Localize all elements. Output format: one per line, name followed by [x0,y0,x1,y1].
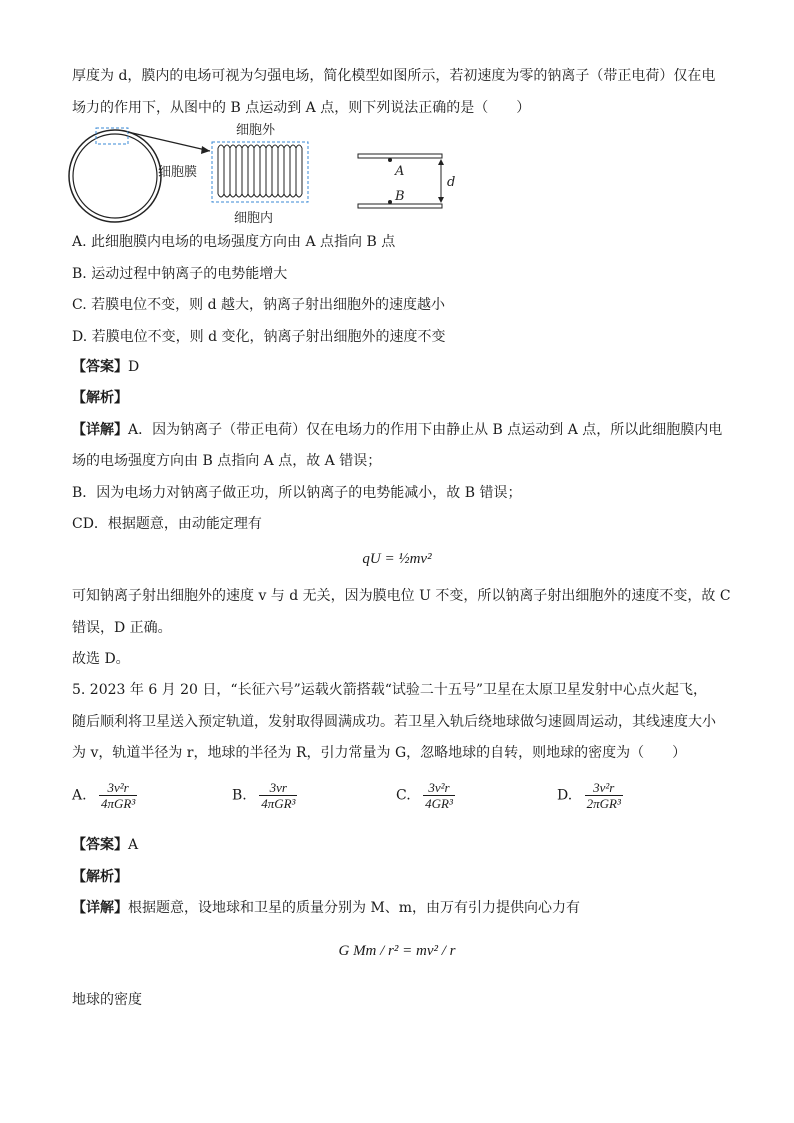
point-b-label: B [395,189,405,204]
zoom-arrow-head [201,146,210,154]
q5-stem-line2: 随后顺利将卫星送入预定轨道，发射取得圆满成功。若卫星入轨后绕地球做匀速圆周运动，其线速度大小 [72,714,716,730]
q5-answer-value: A [128,837,139,853]
cell-membrane-figure [60,118,460,228]
q5-option-c [396,780,455,811]
q4-detail-a1-text: A．因为钠离子（带正电荷）仅在电场力的作用下由静止从 B 点运动到 A 点，所以此细胞膜内电 [128,422,723,438]
q5-option-a-letter: A. [72,787,87,804]
q5-detail [72,898,732,918]
q4-detail-b: B．因为电场力对钠离子做正功，所以钠离子的电势能减小，故 B 错误； [72,485,522,501]
q5-option-d-num: 3v²r [593,780,615,795]
q4-analysis-label: 【解析】 [72,390,128,406]
q4-option-d: D. 若膜电位不变，则 d 变化，钠离子射出细胞外的速度不变 [72,329,446,345]
q4-conclusion1: 可知钠离子射出细胞外的速度 v 与 d 无关，因为膜电位 U 不变，所以钠离子射出细胞外的速度不变，故 C [72,588,731,604]
membrane-label: 细胞膜 [158,165,198,180]
zoom-arrow-line [128,132,210,151]
q4-option-b: B. 运动过程中钠离子的电势能增大 [72,266,288,282]
point-a-dot [388,158,392,162]
q5-detail-label: 【详解】 [72,900,128,916]
q5-answer-label: 【答案】 [72,837,128,853]
q4-detail-label: 【详解】 [72,422,128,438]
q5-option-a [72,780,137,811]
q5-option-b-fraction [259,780,297,811]
cell-ring-inner [73,134,157,218]
q5-option-b-letter: B. [232,787,247,804]
q5-option-d [557,780,623,811]
q5-answer-line [72,835,732,855]
plate-bottom [358,204,442,208]
outside-label: 细胞外 [236,123,276,138]
q5-option-c-letter: C. [396,787,411,804]
q4-option-a: A. 此细胞膜内电场的电场强度方向由 A 点指向 B 点 [72,234,396,250]
q4-option-c: C. 若膜电位不变，则 d 越大，钠离子射出细胞外的速度越小 [72,297,445,313]
q5-option-d-fraction [585,780,623,811]
plate-top [358,154,442,158]
q4-formula: qU = ½mv² [362,551,432,567]
q5-option-c-fraction [423,780,455,811]
point-a-label: A [395,164,405,179]
q4-final: 故选 D。 [72,651,130,667]
q5-density-label: 地球的密度 [72,992,142,1008]
q5-option-a-fraction [99,780,137,811]
q4-answer-line [72,357,732,377]
q5-option-a-num: 3v²r [107,780,129,795]
point-b-dot [388,200,392,204]
q4-stem-line2: 场力的作用下，从图中的 B 点运动到 A 点，则下列说法正确的是（ ） [72,100,531,116]
q4-detail-a1 [72,420,732,440]
q5-option-d-den: 2πGR³ [586,796,621,811]
q5-option-a-den: 4πGR³ [101,796,136,811]
q5-option-c-num: 3v²r [428,780,450,795]
q4-answer-value: D [128,359,140,375]
q5-option-d-letter: D. [557,787,573,804]
thickness-arrow-bottom [438,197,444,203]
q5-stem-line1: 5. 2023 年 6 月 20 日，“长征六号”运载火箭搭载“试验二十五号”卫星在太原卫星发射中心点火起飞， [72,682,708,698]
q5-stem-line3: 为 v，轨道半径为 r，地球的半径为 R，引力常量为 G，忽略地球的自转，则地球的密度为（ ） [72,745,687,761]
q5-option-b-num: 3vr [269,780,287,795]
q4-answer-label: 【答案】 [72,359,128,375]
q4-detail-a2: 场的电场强度方向由 B 点指向 A 点，故 A 错误； [72,453,382,469]
q5-option-c-den: 4GR³ [425,796,453,811]
q5-option-b-den: 4πGR³ [261,796,296,811]
q5-detail-text: 根据题意，设地球和卫星的质量分别为 M、m，由万有引力提供向心力有 [128,900,581,916]
q5-analysis-label: 【解析】 [72,869,128,885]
thickness-label: d [447,175,456,190]
q4-stem-line1: 厚度为 d，膜内的电场可视为匀强电场，简化模型如图所示，若初速度为零的钠离子（带正电荷）仅在电 [72,68,716,84]
q5-option-b [232,780,297,811]
lipid-bilayer [218,145,302,197]
inside-label: 细胞内 [234,211,274,226]
q4-detail-cd: CD．根据题意，由动能定理有 [72,516,262,532]
q5-formula: G Mm / r² = mv² / r [338,943,456,959]
thickness-arrow-top [438,159,444,165]
q4-conclusion2: 错误，D 正确。 [72,620,172,636]
